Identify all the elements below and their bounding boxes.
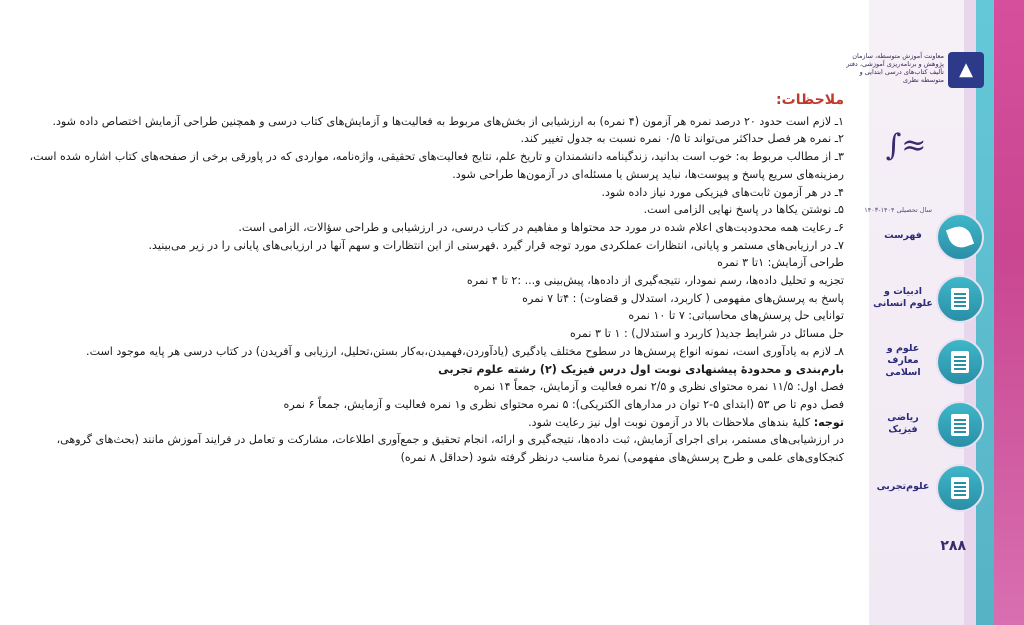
attention-text: کلیهٔ بندهای ملاحظات بالا در آزمون نوبت اول نیز رعایت شود. bbox=[528, 415, 814, 429]
nav-item-math-physics[interactable] bbox=[869, 393, 1024, 455]
notes-content bbox=[14, 92, 844, 467]
score-conceptual: پاسخ به پرسش‌های مفهومی ( کاربرد، استدلال و قضاوت) : ۴تا ۷ نمره bbox=[522, 291, 844, 305]
emblem-icon: ▲ bbox=[948, 52, 984, 88]
document-icon bbox=[936, 401, 984, 449]
nav-label-math-physics: ریاضی فیزیک bbox=[887, 412, 919, 435]
score-new-situations: حل مسائل در شرایط جدید( کاربرد و استدلال) : ۱ تا ۳ نمره bbox=[569, 327, 844, 341]
publisher-logo bbox=[846, 38, 984, 214]
nav-label-humanities: ادبیات و علوم انسانی bbox=[873, 286, 933, 309]
note-line-2: ۲ـ نمره هر فصل حداکثر می‌تواند تا ۰/۵ نمره نسبت به جدول تغییر کند. bbox=[520, 132, 844, 146]
note-line-1: ۱ـ لازم است حدود ۲۰ درصد نمره هر آزمون (۴ نمره) به ارزشیابی از بخش‌های مربوط به فعالیت‌ها و آزمایش‌های کتاب درسی و همچنین طراحی آزمایش اختصاص داده شود. bbox=[52, 114, 844, 128]
academic-year: سال تحصیلی ۱۴۰۴-۱۴۰۳ bbox=[864, 206, 932, 214]
sidebar bbox=[846, 0, 1024, 625]
note-line-7: ۷ـ در ارزیابی‌های مستمر و پایانی، انتظارات عملکردی مورد توجه قرار گیرد .فهرستی از این انتظارات و سهم آنها در ارزیابی‌های پایانی را در زیر می‌بینید. bbox=[148, 238, 844, 252]
notes-heading: ملاحظات: bbox=[776, 92, 844, 108]
nav-item-index[interactable] bbox=[869, 205, 1024, 267]
section-line-chapter-2: فصل دوم تا ص ۵۳ (ابتدای ۵-۲ توان در مدارهای الکتریکی): ۵ نمره محتوای نظری و۱ نمره فعالیت و آزمایش، جمعاً ۶ نمره bbox=[283, 397, 844, 411]
note-line-8: ۸ـ لازم به یادآوری است، نمونه انواع پرسش‌ها در سطوح مختلف یادگیری (یادآوردن،فهمیدن،به‌کار بستن،تحلیل، ارزیابی و آفریدن) در کتاب درسی هر پایه موجود است. bbox=[86, 344, 844, 358]
nav-label-index: فهرست bbox=[884, 230, 922, 241]
score-design: طراحی آزمایش: ۱تا ۳ نمره bbox=[717, 256, 844, 270]
section-title: بارم‌بندی و محدودهٔ پیشنهادی نوبت اول درس فیزیک (۲) رشته علوم تجربی bbox=[438, 362, 844, 376]
note-line-5: ۵ـ نوشتن یکاها در پاسخ نهایی الزامی است. bbox=[643, 203, 844, 217]
closing-paragraph: در ارزشیابی‌های مستمر، برای اجرای آزمایش، ثبت داده‌ها، نتیجه‌گیری و ارائه، انجام تحقیق و جمع‌آوری اطلاعات، مشارکت و تعامل در فرایند آموزش مانند (بحث‌های گروهی، کنجکاوی‌های علمی و طرح پرسش‌های مفهومی) نمرهٔ مناسب درنظر گرفته شود (حداقل ۸ نمره) bbox=[56, 433, 844, 465]
note-line-4: ۴ـ در هر آزمون ثابت‌های فیزیکی مورد نیاز داده شود. bbox=[601, 185, 844, 199]
nav-item-islamic-studies[interactable] bbox=[869, 330, 1024, 392]
page-number: ۲۸۸ bbox=[940, 538, 966, 554]
attention-label: توجه: bbox=[813, 415, 844, 429]
logo-caption: معاونت آموزش متوسطه، سازمان پژوهش و برنامه‌ریزی آموزشی، دفتر تألیف کتاب‌های درسی ابتدایی و متوسطه نظری bbox=[846, 52, 944, 84]
nav-item-humanities[interactable] bbox=[869, 267, 1024, 329]
note-line-6: ۶ـ رعایت همه محدودیت‌های اعلام شده در مورد حد محتواها و مفاهیم در کتاب درسی، در ارزشیابی و طراحی سؤالات، الزامی است. bbox=[238, 220, 844, 234]
document-icon bbox=[936, 275, 984, 323]
section-line-chapter-1: فصل اول: ۱۱/۵ نمره محتوای نظری و ۲/۵ نمره فعالیت و آزمایش، جمعاً ۱۴ نمره bbox=[473, 380, 844, 394]
leaf-icon bbox=[936, 213, 984, 261]
nav-label-islamic-studies: علوم و معارف اسلامی bbox=[885, 343, 921, 378]
note-line-3: ۳ـ از مطالب مربوط به: خوب است بدانید، زندگینامه دانشمندان و تاریخ علم، نتایج فعالیت‌های تحقیقی، واژه‌نامه، مواردی که در پاورقی برخی از صفحه‌های کتاب اشاره شده است، رمزینه‌های سریع پاسخ و پیوست‌ها، نباید پرسش یا مسئله‌ای در آزمون‌ها طراحی شود. bbox=[29, 150, 844, 181]
score-analysis: تجزیه و تحلیل داده‌ها، رسم نمودار، نتیجه‌گیری از داده‌ها، پیش‌بینی و... :۲ تا ۴ نمره bbox=[466, 274, 844, 288]
score-computational: توانایی حل پرسش‌های محاسباتی: ۷ تا ۱۰ نمره bbox=[628, 309, 844, 323]
attention-note bbox=[14, 414, 844, 432]
document-icon bbox=[936, 338, 984, 386]
nav-label-experimental-sciences: علوم‌تجربی bbox=[876, 481, 930, 492]
calligraphy-logo: ∫≈ bbox=[885, 128, 927, 163]
nav-item-experimental-sciences[interactable] bbox=[869, 456, 1024, 518]
document-icon bbox=[936, 464, 984, 512]
